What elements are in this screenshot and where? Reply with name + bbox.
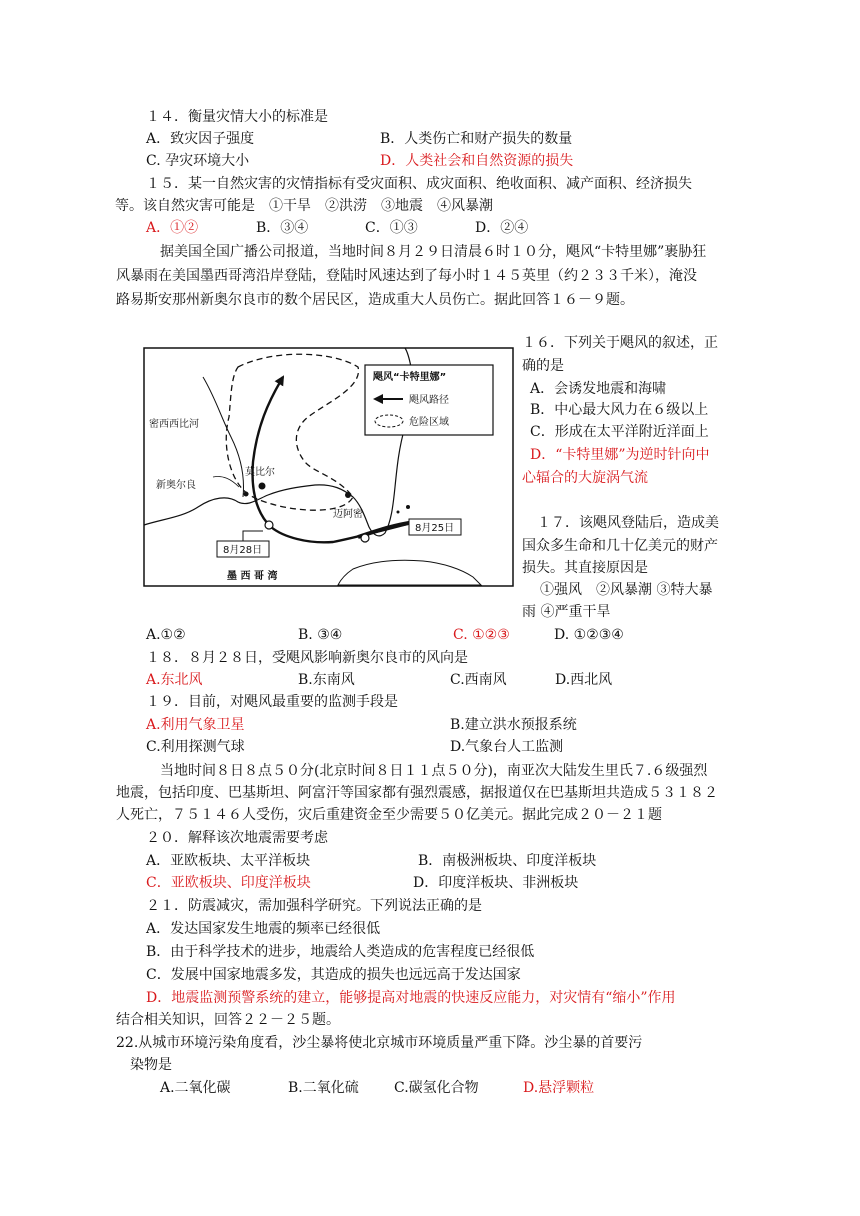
passage2-line3: 人死亡，７５１４６人受伤，灾后重建资金至少需要５０亿美元。据此完成２０－２１题 xyxy=(116,807,662,823)
date-aug25: 8月25日 xyxy=(415,523,455,534)
q22-option-d-answer: D.悬浮颗粒 xyxy=(523,1080,595,1096)
q21-option-a: A．发达国家发生地震的频率已经很低 xyxy=(146,921,381,937)
q16-option-d-answer-line2: 心辐合的大旋涡气流 xyxy=(522,470,648,486)
date-aug28: 8月28日 xyxy=(223,545,263,556)
passage2-line1: 当地时间８日８点５０分(北京时间８日１１点５０分)，南亚次大陆发生里氏７.６级强烈 xyxy=(160,763,708,779)
q21-option-d-answer: D．地震监测预警系统的建立，能够提高对地震的快速反应能力，对灾情有“缩小”作用 xyxy=(146,990,676,1006)
q17-option-b: B. ③④ xyxy=(298,627,343,643)
passage3-intro: 结合相关知识，回答２２－２５题。 xyxy=(116,1012,340,1028)
q17-option-d: D. ①②③④ xyxy=(554,627,624,643)
q22-option-c: C.碳氢化合物 xyxy=(394,1080,479,1096)
q19-stem: １９．目前，对飓风最重要的监测手段是 xyxy=(146,694,398,710)
island-dot xyxy=(406,505,410,509)
q16-stem-line1: １６．下列关于飓风的叙述，正 xyxy=(522,335,718,351)
q14-option-b: B．人类伤亡和财产损失的数量 xyxy=(380,131,573,147)
legend-path-label: 飓风路径 xyxy=(409,395,449,406)
q18-option-a-answer: A.东北风 xyxy=(146,672,203,688)
q14-option-c: C. 孕灾环境大小 xyxy=(146,153,250,169)
q15-stem-line1: １５．某一自然灾害的灾情指标有受灾面积、成灾面积、绝收面积、减产面积、经济损失 xyxy=(146,176,692,192)
q14-option-d-answer: D．人类社会和自然资源的损失 xyxy=(380,153,574,169)
q19-option-b: B.建立洪水预报系统 xyxy=(450,717,577,733)
legend-danger-label: 危险区域 xyxy=(409,417,449,428)
legend-title: 飓风“卡特里娜” xyxy=(373,372,447,383)
q19-option-c: C.利用探测气球 xyxy=(146,739,245,755)
q20-option-c-answer: C．亚欧板块、印度洋板块 xyxy=(146,875,311,891)
label-gulf-of-mexico: 墨 西 哥 湾 xyxy=(227,571,278,582)
q15-stem-line2: 等。该自然灾害可能是 ①干旱 ②洪涝 ③地震 ④风暴潮 xyxy=(115,198,493,214)
q14-stem: １４．衡量灾情大小的标准是 xyxy=(146,109,328,125)
passage1-line1: 据美国全国广播公司报道，当地时间８月２９日清晨６时１０分，飓风“卡特里娜”裹胁狂 xyxy=(160,244,707,260)
q21-stem: ２１．防震减灾，需加强科学研究。下列说法正确的是 xyxy=(146,898,482,914)
q15-option-b: B．③④ xyxy=(256,220,309,236)
q20-option-a: A．亚欧板块、太平洋板块 xyxy=(146,853,311,869)
q21-option-b: B．由于科学技术的进步，地震给人类造成的危害程度已经很低 xyxy=(146,944,535,960)
label-new-orleans: 新奥尔良 xyxy=(156,480,196,491)
hurricane-katrina-map xyxy=(143,347,514,587)
q17-option-a: A.①② xyxy=(146,627,186,643)
q17-stem-line5: 雨 ④严重干旱 xyxy=(522,604,611,620)
q17-option-c-answer: C. ①②③ xyxy=(453,627,510,643)
q16-option-b: B．中心最大风力在６级以上 xyxy=(530,402,709,418)
miami-city-dot xyxy=(345,492,351,498)
q22-option-a: A.二氧化碳 xyxy=(160,1080,231,1096)
q17-stem-line2: 国众多生命和几十亿美元的财产 xyxy=(522,538,718,554)
passage2-line2: 地震，包括印度、巴基斯坦、阿富汗等国家都有强烈震感，据报道仅在巴基斯坦共造成５３１８２ xyxy=(116,785,718,801)
q16-option-a: A．会诱发地震和海啸 xyxy=(530,381,667,397)
passage1-line3: 路易斯安那州新奥尔良市的数个居民区，造成重大人员伤亡。据此回答１６－９题。 xyxy=(116,292,634,308)
q16-option-c: C．形成在太平洋附近洋面上 xyxy=(530,424,709,440)
aug25-position-marker xyxy=(361,534,369,542)
label-miami: 迈阿密 xyxy=(333,509,363,520)
q20-option-b: B．南极洲板块、印度洋板块 xyxy=(418,853,597,869)
q14-option-a: A．致灾因子强度 xyxy=(146,131,255,147)
aug28-position-marker xyxy=(265,521,273,529)
new-orleans-city-dot xyxy=(244,492,249,497)
q15-option-c: C．①③ xyxy=(365,220,418,236)
q21-option-c: C．发展中国家地震多发，其造成的损失也远远高于发达国家 xyxy=(146,967,521,983)
q18-option-c: C.西南风 xyxy=(450,672,507,688)
q19-option-a-answer: A.利用气象卫星 xyxy=(146,717,245,733)
label-mobile: 莫比尔 xyxy=(245,467,275,478)
q22-option-b: B.二氧化硫 xyxy=(288,1080,359,1096)
q18-option-b: B.东南风 xyxy=(298,672,355,688)
q17-stem-line4: ①强风 ②风暴潮 ③特大暴 xyxy=(540,582,713,598)
q22-stem-line1: 22.从城市环境污染角度看，沙尘暴将使北京城市环境质量严重下降。沙尘暴的首要污 xyxy=(116,1035,643,1051)
q17-stem-line3: 损失。其直接原因是 xyxy=(522,560,648,576)
q20-option-d: D．印度洋板块、非洲板块 xyxy=(413,875,579,891)
q15-option-a-answer: A．①② xyxy=(146,220,199,236)
label-mississippi-river: 密西西比河 xyxy=(149,419,199,430)
q22-stem-line2: 染物是 xyxy=(130,1057,172,1073)
q20-stem: ２０．解释该次地震需要考虑 xyxy=(146,830,328,846)
q16-stem-line2: 确的是 xyxy=(522,358,564,374)
island-dot xyxy=(397,511,400,514)
q19-option-d: D.气象台人工监测 xyxy=(450,739,564,755)
q15-option-d: D．②④ xyxy=(475,220,529,236)
q18-option-d: D.西北风 xyxy=(555,672,613,688)
q18-stem: １８．８月２８日，受飓风影响新奥尔良市的风向是 xyxy=(146,650,468,666)
q17-stem-line1: １７．该飓风登陆后，造成美 xyxy=(537,515,719,531)
mobile-city-dot xyxy=(259,483,266,490)
passage1-line2: 风暴雨在美国墨西哥湾沿岸登陆，登陆时风速达到了每小时１４５英里（约２３３千米），淹没 xyxy=(116,268,697,284)
q16-option-d-answer-line1: D．“卡特里娜”为逆时针向中 xyxy=(530,447,710,463)
